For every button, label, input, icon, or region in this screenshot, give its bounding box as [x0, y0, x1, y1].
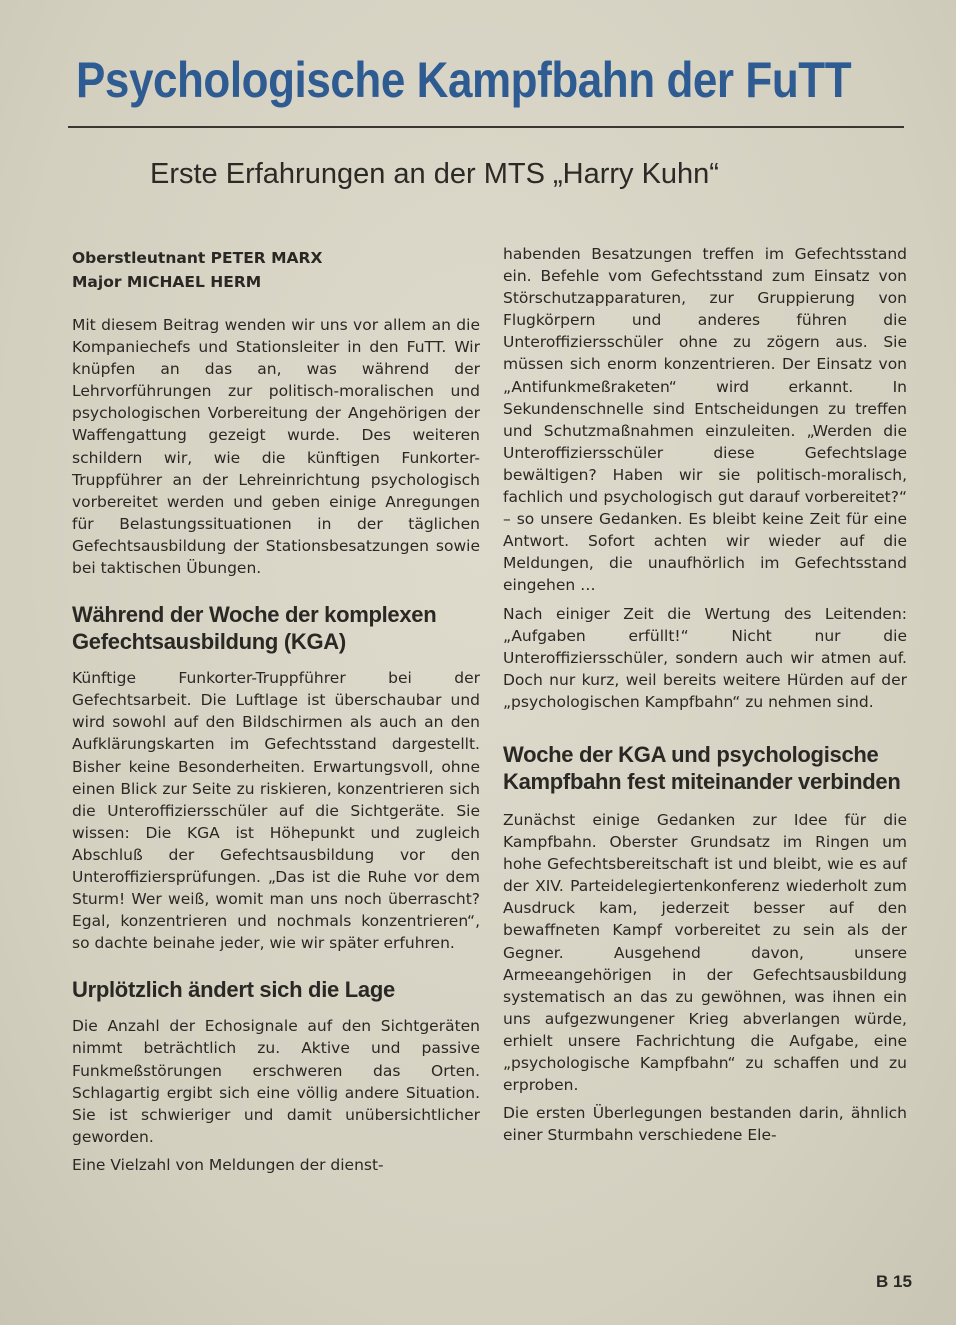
- section-heading: Während der Woche der komplexen Gefechtsausbildung (KGA): [72, 602, 437, 655]
- body-paragraph: Zunächst einige Gedanken zur Idee für die Kampfbahn. Oberster Grundsatz im Ringen um hohe Gefechtsbereitschaft ist und bleibt, wie es auf der XIV. Parteidelegiertenkonferenz wiederholt zum Ausdruck kam, jederzeit besser auf den bewaffneten Kampf vorbereitet zu sein als der Gegner. Ausgehend davon, unsere Armeeangehörigen in der Gefechtsausbildung systematisch an das zu gewöhnen, was ihnen ein uns aufgezwungener Krieg abverlangen würde, erhielt unsere Fachrichtung die Aufgabe, eine „psychologische Kampfbahn“ zu schaffen und zu erproben.: [503, 810, 907, 1095]
- author-line: Oberstleutnant PETER MARX: [72, 249, 323, 267]
- section-heading: Woche der KGA und psychologische Kampfbahn fest miteinander verbinden: [503, 741, 901, 794]
- section-heading: Urplötzlich ändert sich die Lage: [72, 977, 395, 1003]
- intro-paragraph: Mit diesem Beitrag wenden wir uns vor allem an die Kompaniechefs und Stationsleiter in den FuTT. Wir knüpfen an das an, was während der Lehrvorführungen zur politisch-moralischen und psychologischen Vorbereitung der Angehörigen der Waffengattung gezeigt wurde. Des weiteren schildern wir, wie die künftigen Funkorter-Truppführer an der Lehreinrichtung psychologisch vorbereitet werden und geben einige Anregungen für Belastungssituationen in der täglichen Gefechtsausbildung der Stationsbesatzungen sowie bei taktischen Übungen.: [72, 316, 480, 578]
- body-paragraph: Künftige Funkorter-Truppführer bei der Gefechtsarbeit. Die Luftlage ist überschaubar und wird sowohl auf den Bildschirmen als auch an den Aufklärungskarten im Gefechtsstand dargestellt. Bisher keine Besonderheiten. Erwartungsvoll, ohne einen Blick zur Seite zu riskieren, konzentrieren sich die Unteroffiziersschüler auf die Sichtgeräte. Sie wissen: Die KGA ist Höhepunkt und zugleich Abschluß der Gefechtsausbildung vor den Unteroffiziersprüfungen. „Das ist die Ruhe vor dem Sturm! Wer weiß, womit man uns noch überrascht? Egal, konzentrieren und nochmals konzentrieren“, so dachte beinahe jeder, wie wir später erfuhren.: [72, 669, 480, 953]
- title-divider: [68, 126, 904, 128]
- page-number: B 15: [876, 1272, 912, 1291]
- body-paragraph: Die ersten Überlegungen bestanden darin, ähnlich einer Sturmbahn verschiedene Ele-: [503, 1104, 907, 1145]
- article-subtitle: Erste Erfahrungen an der MTS „Harry Kuhn“: [150, 158, 719, 190]
- article-title: Psychologische Kampfbahn der FuTT: [76, 52, 852, 108]
- body-paragraph: habenden Besatzungen treffen im Gefechtsstand ein. Befehle vom Gefechtsstand zum Einsatz von Störschutzapparaturen, zur Gruppierung von Flugkörpern und anderes führen die Unteroffiziersschüler ohne zu zögern aus. Sie müssen sich enorm konzentrieren. Der Einsatz von „Antifunkmeßraketen“ wird erkannt. In Sekundenschnelle sind Entscheidungen zu treffen und Schutzmaßnahmen einzuleiten. „Werden die Unteroffiziersschüler diese Gefechtslage bewältigen? Haben wir sie politisch-moralisch, fachlich und psychologisch gut darauf vorbereitet?“ – so unsere Gedanken. Es bleibt keine Zeit für eine Antwort. Sofort achten wir wieder auf die Meldungen, die unaufhörlich im Gefechtsstand eingehen …: [503, 245, 907, 595]
- author-block: [72, 246, 480, 294]
- body-paragraph: Eine Vielzahl von Meldungen der dienst-: [72, 1155, 384, 1174]
- body-paragraph: Nach einiger Zeit die Wertung des Leitenden: „Aufgaben erfüllt!“ Nicht nur die Unteroffiziersschüler, sondern auch wir atmen auf. Doch nur kurz, weil bereits weitere Hürden auf der „psychologischen Kampfbahn“ zu nehmen sind.: [503, 604, 907, 711]
- author-line: Major MICHAEL HERM: [72, 273, 262, 291]
- left-column: [72, 246, 480, 1176]
- body-paragraph: Die Anzahl der Echosignale auf den Sichtgeräten nimmt beträchtlich zu. Aktive und passive Funkmeßstörungen erschweren das Orten. Schlagartig ergibt sich eine völlig andere Situation. Sie ist schwieriger und damit unübersichtlicher geworden.: [72, 1017, 480, 1146]
- right-column: [503, 243, 907, 1146]
